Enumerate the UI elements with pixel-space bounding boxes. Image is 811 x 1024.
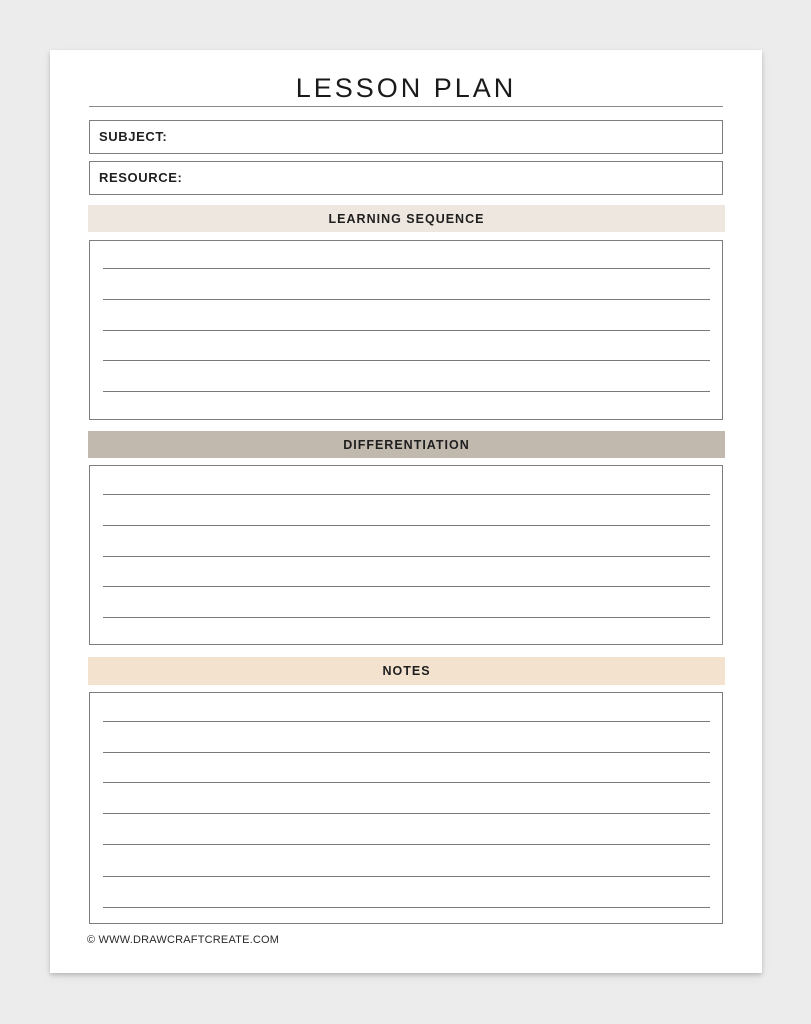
- subject-label: SUBJECT:: [99, 129, 168, 144]
- differentiation-box[interactable]: [89, 465, 723, 645]
- writing-line: [103, 752, 710, 753]
- notes-box[interactable]: [89, 692, 723, 924]
- learning-sequence-box[interactable]: [89, 240, 723, 420]
- notes-header: NOTES: [88, 657, 725, 685]
- resource-label: RESOURCE:: [99, 170, 183, 185]
- writing-line: [103, 907, 710, 908]
- writing-line: [103, 586, 710, 587]
- writing-line: [103, 844, 710, 845]
- title-divider: [89, 106, 723, 107]
- subject-field[interactable]: [89, 120, 723, 154]
- lesson-plan-page: [50, 50, 762, 973]
- writing-line: [103, 330, 710, 331]
- writing-line: [103, 782, 710, 783]
- learning-sequence-header: LEARNING SEQUENCE: [88, 205, 725, 232]
- writing-line: [103, 556, 710, 557]
- writing-line: [103, 391, 710, 392]
- copyright-footer: © WWW.DRAWCRAFTCREATE.COM: [87, 934, 280, 946]
- writing-line: [103, 299, 710, 300]
- writing-line: [103, 494, 710, 495]
- writing-line: [103, 876, 710, 877]
- writing-line: [103, 525, 710, 526]
- writing-line: [103, 813, 710, 814]
- writing-line: [103, 721, 710, 722]
- differentiation-header: DIFFERENTIATION: [88, 431, 725, 458]
- writing-line: [103, 617, 710, 618]
- writing-line: [103, 268, 710, 269]
- resource-field[interactable]: [89, 161, 723, 195]
- writing-line: [103, 360, 710, 361]
- page-title: LESSON PLAN: [295, 73, 517, 103]
